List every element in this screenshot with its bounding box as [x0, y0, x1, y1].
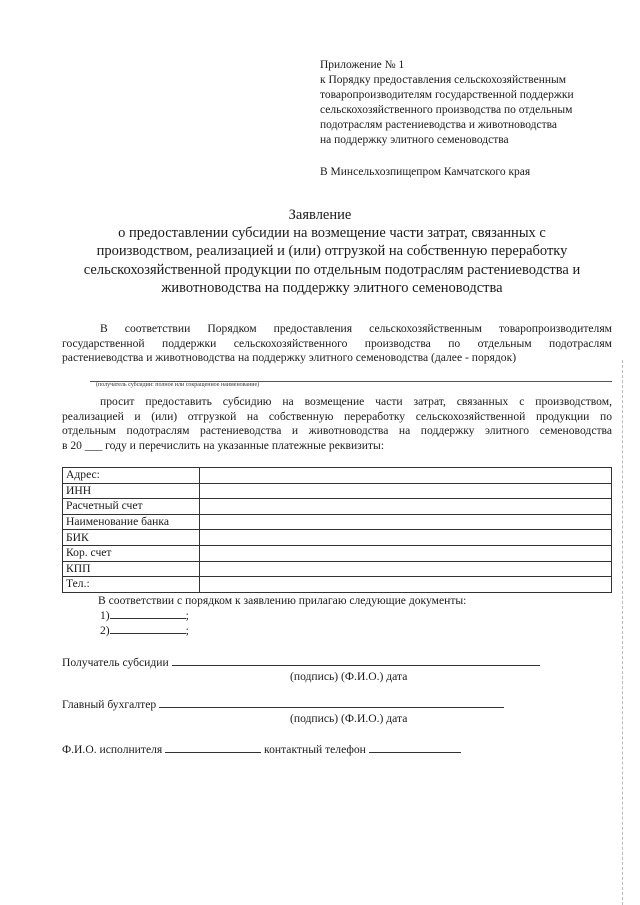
requisite-label: Тел.:	[63, 577, 200, 593]
recipient-signature-label: Получатель субсидии	[62, 656, 169, 669]
requisite-value-field[interactable]	[200, 514, 612, 530]
subtitle-line: производством, реализацией и (или) отгрузкой на собственную переработку	[96, 243, 568, 260]
document-item	[100, 608, 189, 622]
requisite-value-field[interactable]	[200, 530, 612, 546]
table-row	[63, 577, 612, 593]
table-row	[63, 545, 612, 561]
phone-field[interactable]	[369, 742, 461, 753]
requisite-label: Расчетный счет	[63, 499, 200, 515]
table-row	[63, 514, 612, 530]
appendix-header	[320, 58, 620, 148]
subtitle-line: сельскохозяйственной продукции по отдельным подотраслям растениеводства и	[83, 261, 581, 278]
executor-row	[62, 742, 461, 756]
document-subtitle	[62, 224, 602, 297]
appendix-line: Приложение № 1	[320, 59, 405, 71]
appendix-line: к Порядку предоставления сельскохозяйственным	[320, 74, 567, 86]
requisite-value-field[interactable]	[200, 483, 612, 499]
document-item	[100, 623, 189, 637]
recipient-signature-row	[62, 655, 540, 669]
executor-name-field[interactable]	[165, 742, 261, 753]
appendix-line: сельскохозяйственного производства по отдельным	[320, 104, 573, 116]
document-field[interactable]	[110, 608, 186, 619]
signature-hint: (подпись) (Ф.И.О.) дата	[290, 670, 408, 683]
request-line: отдельным подотраслям растениеводства и животноводства на поддержку элитного семеноводства	[62, 424, 612, 438]
signature-hint: (подпись) (Ф.И.О.) дата	[290, 712, 408, 725]
accountant-signature-row	[62, 697, 504, 711]
documents-intro: В соответствии с порядком к заявлению прилагаю следующие документы:	[98, 594, 467, 607]
requisite-label: Кор. счет	[63, 545, 200, 561]
addressee: В Минсельхозпищепром Камчатского края	[320, 166, 531, 178]
subtitle-line: о предоставлении субсидии на возмещение части затрат, связанных с	[118, 225, 546, 241]
subtitle-line: животноводства на поддержку элитного семеноводства	[161, 279, 503, 296]
request-line: в 20 ___ году и перечислить на указанные платежные реквизиты:	[62, 438, 385, 452]
intro-line: В соответствии Порядком предоставления сельскохозяйственным товаропроизводителям	[100, 322, 612, 335]
document-title: Заявление	[288, 207, 352, 223]
executor-label: Ф.И.О. исполнителя	[62, 743, 163, 756]
table-row	[63, 468, 612, 484]
intro-line: растениеводства и животноводства на поддержку элитного семеноводства (далее - порядок)	[62, 351, 517, 365]
document-number: 2)	[100, 624, 110, 637]
requisite-value-field[interactable]	[200, 561, 612, 577]
appendix-line: товаропроизводителям государственной поддержки	[320, 89, 574, 101]
request-line: просит предоставить субсидию на возмещение части затрат, связанных с производством,	[100, 395, 612, 408]
phone-label: контактный телефон	[264, 743, 366, 756]
table-row	[63, 530, 612, 546]
document-field[interactable]	[110, 623, 186, 634]
scan-edge-divider	[622, 360, 624, 905]
table-row	[63, 499, 612, 515]
accountant-signature-label: Главный бухгалтер	[62, 698, 157, 711]
recipient-name-hint: (получатель субсидии: полное или сокращенное наименование)	[96, 382, 260, 388]
appendix-line: подотраслям растениеводства и животноводства	[320, 119, 557, 131]
requisite-label: Наименование банка	[63, 514, 200, 530]
appendix-line: на поддержку элитного семеноводства	[320, 134, 509, 146]
intro-line: государственной поддержки сельскохозяйственного производства по отдельным подотраслям	[62, 336, 612, 350]
requisite-label: Адрес:	[63, 468, 200, 484]
accountant-signature-field[interactable]	[159, 697, 504, 708]
requisite-label: КПП	[63, 561, 200, 577]
request-paragraph	[62, 395, 612, 453]
request-line: реализацией и (или) отгрузкой на собственную переработку сельскохозяйственной продукции по	[62, 409, 612, 423]
requisites-table	[62, 467, 612, 593]
document-number: 1)	[100, 609, 110, 622]
requisite-value-field[interactable]	[200, 577, 612, 593]
requisite-label: ИНН	[63, 483, 200, 499]
table-row	[63, 483, 612, 499]
requisite-value-field[interactable]	[200, 499, 612, 515]
intro-paragraph	[62, 322, 612, 366]
table-row	[63, 561, 612, 577]
requisite-value-field[interactable]	[200, 545, 612, 561]
document-item-end: ;	[185, 609, 189, 622]
document-item-end: ;	[185, 624, 189, 637]
requisite-value-field[interactable]	[200, 468, 612, 484]
recipient-signature-field[interactable]	[172, 655, 540, 666]
requisite-label: БИК	[63, 530, 200, 546]
